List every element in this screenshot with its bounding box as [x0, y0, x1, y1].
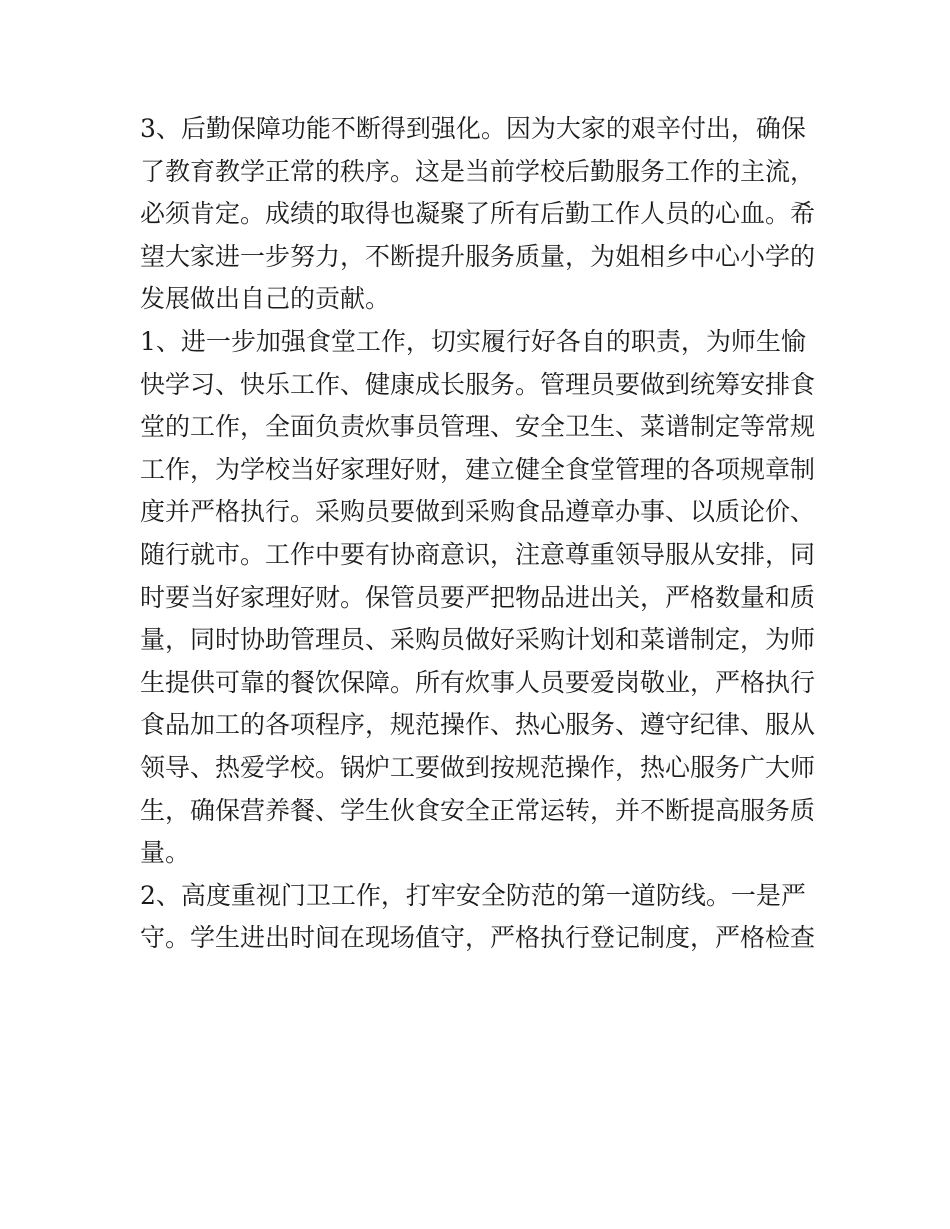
text-line: 量。 [140, 838, 191, 868]
text-line: 生，确保营养餐、学生伙食安全正常运转，并不断提高服务质 [140, 795, 816, 825]
text-line: 时要当好家理好财。保管员要严把物品进出关，严格数量和质 [140, 582, 816, 612]
text-line: 度并严格执行。采购员要做到采购食品遵章办事、以质论价、 [140, 497, 816, 527]
text-line: 量，同时协助管理员、采购员做好采购计划和菜谱制定，为师 [140, 625, 816, 655]
text-line: 堂的工作，全面负责炊事员管理、安全卫生、菜谱制定等常规 [140, 412, 816, 442]
text-line: 1、进一步加强食堂工作，切实履行好各自的职责，为师生愉 [140, 326, 806, 356]
text-line: 工作，为学校当好家理好财，建立健全食堂管理的各项规章制 [140, 454, 816, 484]
text-line: 食品加工的各项程序，规范操作、热心服务、遵守纪律、服从 [140, 710, 816, 740]
text-line: 领导、热爱学校。锅炉工要做到按规范操作，热心服务广大师 [140, 752, 816, 782]
text-line: 发展做出自己的贡献。 [140, 284, 391, 314]
text-line: 望大家进一步努力，不断提升服务质量，为姐相乡中心小学的 [140, 241, 816, 271]
document-body [140, 108, 816, 960]
text-line: 生提供可靠的餐饮保障。所有炊事人员要爱岗敬业，严格执行 [140, 667, 816, 697]
text-line: 随行就市。工作中要有协商意识，注意尊重领导服从安排，同 [140, 539, 816, 569]
text-line: 必须肯定。成绩的取得也凝聚了所有后勤工作人员的心血。希 [140, 199, 816, 229]
text-line: 2、高度重视门卫工作，打牢安全防范的第一道防线。一是严 [140, 880, 806, 910]
text-line: 快学习、快乐工作、健康成长服务。管理员要做到统筹安排食 [140, 369, 816, 399]
text-line: 3、后勤保障功能不断得到强化。因为大家的艰辛付出，确保 [140, 114, 806, 143]
text-line: 守。学生进出时间在现场值守，严格执行登记制度，严格检查 [140, 923, 816, 953]
text-line: 了教育教学正常的秩序。这是当前学校后勤服务工作的主流， [140, 156, 816, 186]
